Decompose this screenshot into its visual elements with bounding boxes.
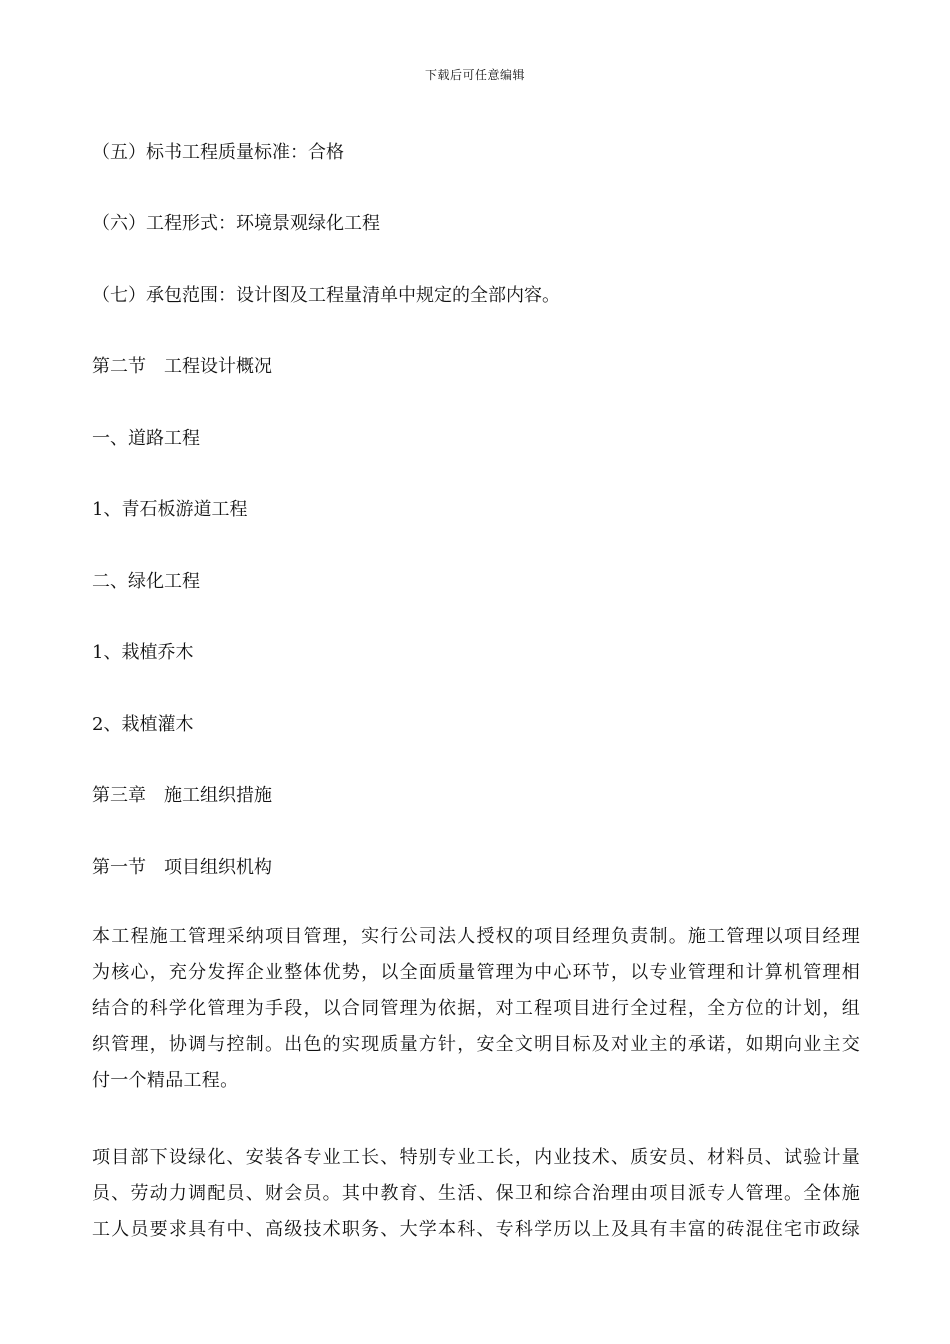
paragraph-line: 结合的科学化管理为手段，以合同管理为依据，对工程项目进行全过程，全方位的计划，组 — [92, 998, 860, 1019]
paragraph-line: 项目部下设绿化、安装各专业工长、特别专业工长，内业技术、质安员、材料员、试验计量 — [92, 1147, 860, 1168]
list-item-greening-2: 2、栽植灌木 — [92, 714, 194, 735]
chapter-heading-3: 第三章 施工组织措施 — [92, 785, 272, 806]
list-item-road-1: 1、青石板游道工程 — [92, 499, 248, 520]
page-header: 下载后可任意编辑 — [424, 68, 525, 82]
paragraph-line: 员、劳动力调配员、财会员。其中教育、生活、保卫和综合治理由项目派专人管理。全体施 — [92, 1183, 860, 1204]
paragraph-line: 工人员要求具有中、高级技术职务、大学本科、专科学历以上及具有丰富的砖混住宅市政绿 — [92, 1219, 860, 1240]
section-item-7: （七）承包范围：设计图及工程量清单中规定的全部内容。 — [92, 285, 560, 306]
paragraph-line: 付一个精品工程。 — [92, 1070, 239, 1091]
list-item-greening-1: 1、栽植乔木 — [92, 642, 194, 663]
section-item-5: （五）标书工程质量标准：合格 — [92, 142, 344, 163]
section-heading-1: 第一节 项目组织机构 — [92, 857, 272, 878]
subheading-road: 一、道路工程 — [92, 428, 200, 449]
subheading-greening: 二、绿化工程 — [92, 571, 200, 592]
paragraph-management — [92, 919, 860, 1099]
section-heading-2: 第二节 工程设计概况 — [92, 356, 272, 377]
paragraph-line: 本工程施工管理采纳项目管理，实行公司法人授权的项目经理负责制。施工管理以项目经理 — [92, 926, 860, 947]
paragraph-staffing — [92, 1140, 860, 1248]
section-item-6: （六）工程形式：环境景观绿化工程 — [92, 213, 380, 234]
paragraph-line: 为核心，充分发挥企业整体优势，以全面质量管理为中心环节，以专业管理和计算机管理相 — [92, 962, 860, 983]
paragraph-line: 织管理，协调与控制。出色的实现质量方针，安全文明目标及对业主的承诺，如期向业主交 — [92, 1034, 860, 1055]
